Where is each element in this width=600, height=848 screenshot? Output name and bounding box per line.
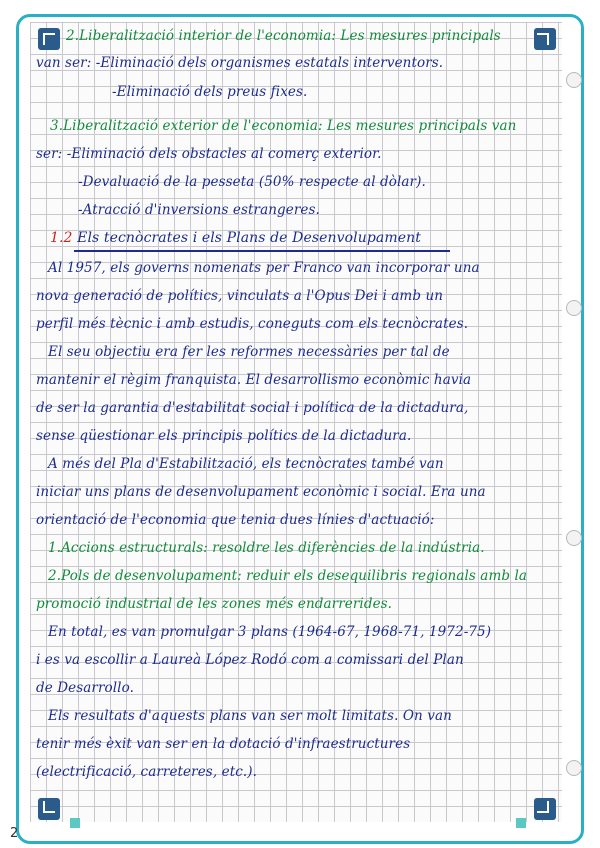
note-line: 1.Accions estructurals: resoldre les diferències de la indústria. bbox=[48, 540, 485, 556]
note-line: -Devaluació de la pesseta (50% respecte al dòlar). bbox=[78, 174, 426, 190]
note-line: El seu objectiu era fer les reformes necessàries per tal de bbox=[48, 344, 450, 360]
note-line: 2.Liberalització interior de l'economia: Les mesures principals bbox=[66, 28, 501, 44]
note-line: -Atracció d'inversions estrangeres. bbox=[78, 202, 320, 218]
section-title: Els tecnòcrates i els Plans de Desenvolupament bbox=[77, 230, 421, 246]
binder-hole-icon bbox=[566, 300, 582, 316]
note-line: A més del Pla d'Estabilització, els tecnòcrates també van bbox=[48, 456, 444, 472]
page-number: 2 bbox=[10, 826, 19, 841]
note-line: (electrificació, carreteres, etc.). bbox=[36, 764, 258, 780]
note-line: promoció industrial de les zones més endarrerides. bbox=[36, 596, 393, 612]
note-line: perfil més tècnic i amb estudis, coneguts com els tecnòcrates. bbox=[36, 316, 469, 332]
corner-mark-top-left-icon bbox=[38, 28, 60, 50]
note-line: 2.Pols de desenvolupament: reduir els desequilibris regionals amb la bbox=[48, 568, 528, 584]
note-line: de Desarrollo. bbox=[36, 680, 134, 696]
note-line: i es va escollir a Laureà López Rodó com a comissari del Plan bbox=[36, 652, 464, 668]
square-marker-icon bbox=[516, 818, 526, 828]
corner-mark-top-right-icon bbox=[534, 28, 556, 50]
note-line: nova generació de polítics, vinculats a l'Opus Dei i amb un bbox=[36, 288, 444, 304]
binder-hole-icon bbox=[566, 72, 582, 88]
section-heading bbox=[50, 230, 421, 246]
section-number: 1.2 bbox=[50, 230, 73, 246]
note-line: tenir més èxit van ser en la dotació d'infraestructures bbox=[36, 736, 411, 752]
square-marker-icon bbox=[70, 818, 80, 828]
note-line: sense qüestionar els principis polítics de la dictadura. bbox=[36, 428, 412, 444]
note-line: de ser la garantia d'estabilitat social i política de la dictadura, bbox=[36, 400, 469, 416]
heading-underline bbox=[74, 250, 450, 252]
note-line: -Eliminació dels preus fixes. bbox=[112, 84, 308, 100]
note-line: Al 1957, els governs nomenats per Franco van incorporar una bbox=[48, 260, 480, 276]
corner-mark-bottom-left-icon bbox=[38, 798, 60, 820]
note-line: En total, es van promulgar 3 plans (1964-67, 1968-71, 1972-75) bbox=[48, 624, 492, 640]
note-line: 3.Liberalització exterior de l'economia: Les mesures principals van bbox=[50, 118, 517, 134]
note-line: Els resultats d'aquests plans van ser molt limitats. On van bbox=[48, 708, 452, 724]
note-line: van ser: -Eliminació dels organismes estatals interventors. bbox=[36, 55, 444, 71]
note-line: mantenir el règim franquista. El desarrollismo econòmic havia bbox=[36, 372, 472, 388]
note-line: iniciar uns plans de desenvolupament econòmic i social. Era una bbox=[36, 484, 486, 500]
note-line: ser: -Eliminació dels obstacles al comerç exterior. bbox=[36, 146, 382, 162]
binder-hole-icon bbox=[566, 530, 582, 546]
corner-mark-bottom-right-icon bbox=[534, 798, 556, 820]
binder-hole-icon bbox=[566, 760, 582, 776]
note-line: orientació de l'economia que tenia dues línies d'actuació: bbox=[36, 512, 435, 528]
